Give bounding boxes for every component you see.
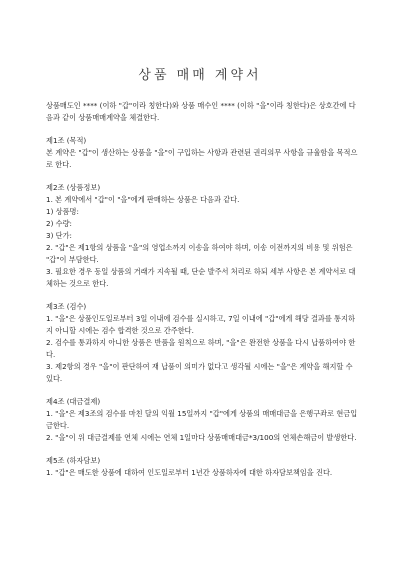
article-2 bbox=[46, 182, 358, 290]
document-title: 상품 매매 계약서 bbox=[138, 68, 262, 83]
article-title: 제2조 (상품정보) bbox=[46, 183, 101, 192]
article-line: 본 계약은 "갑"이 생산하는 상품을 "을"이 구입하는 사항과 관련된 권리의무 사항을 규율함을 목적으로 한다. bbox=[46, 148, 358, 169]
article-line: 1. 본 계약에서 "갑"이 "을"에게 판매하는 상품은 다음과 같다. bbox=[46, 195, 240, 204]
intro-paragraph: 상품매도인 **** (이하 "갑"이라 칭한다)와 상품 매수인 **** (이하 "을"이라 칭한다)은 상호간에 다음과 같이 상품매매계약을 체결한다. bbox=[46, 101, 356, 122]
document-body bbox=[46, 100, 358, 479]
article-4 bbox=[46, 396, 358, 444]
article-line: 1. "을"은 상품인도일로부터 3일 이내에 검수를 실시하고, 7일 이내에 "갑"에게 해당 결과를 통지하지 아니할 시에는 검수 합격한 것으로 간주한다. bbox=[46, 314, 355, 335]
article-1 bbox=[46, 135, 358, 171]
article-line: 2. "을"이 위 대금결제를 연체 시에는 연체 1일마다 상품매매대금*3/100의 연체손해금이 발생한다. bbox=[46, 433, 357, 442]
article-3 bbox=[46, 301, 358, 385]
article-line: 2. 검수를 통과하지 아니한 상품은 반품을 원칙으로 하며, "을"은 완전한 상품을 다시 납품하여야 한다. bbox=[46, 338, 356, 359]
article-line: 1) 상품명: bbox=[46, 207, 79, 216]
article-title: 제5조 (하자담보) bbox=[46, 456, 101, 465]
article-line: 1. "을"은 제3조의 검수를 마친 달의 익월 15일까지 "갑"에게 상품의 매매대금을 은행구좌로 현금입금한다. bbox=[46, 409, 358, 430]
article-line: 2) 수량: bbox=[46, 219, 72, 228]
article-line: 3) 단가: bbox=[46, 231, 72, 240]
article-title: 제3조 (검수) bbox=[46, 302, 87, 311]
article-line: 2. "갑"은 제1항의 상품을 "을"의 영업소까지 이송을 하여야 하며, 이송 이전까지의 비용 및 위험은 "갑"이 부담한다. bbox=[46, 243, 355, 264]
article-line: 3. 필요한 경우 동일 상품의 거래가 지속될 때, 단순 발주서 처리로 하되 세부 사항은 본 계약서로 대체하는 것으로 한다. bbox=[46, 267, 356, 288]
article-title: 제1조 (목적) bbox=[46, 136, 87, 145]
article-title: 제4조 (대금결제) bbox=[46, 397, 101, 406]
article-line: 3. 제2항의 경우 "을"이 판단하여 재 납품이 의미가 없다고 생각될 시에는 "을"은 계약을 해지할 수 있다. bbox=[46, 362, 355, 383]
article-line: 1. "갑"은 매도한 상품에 대하여 인도일로부터 1년간 상품하자에 대한 하자담보책임을 진다. bbox=[46, 468, 333, 477]
article-5 bbox=[46, 455, 358, 479]
